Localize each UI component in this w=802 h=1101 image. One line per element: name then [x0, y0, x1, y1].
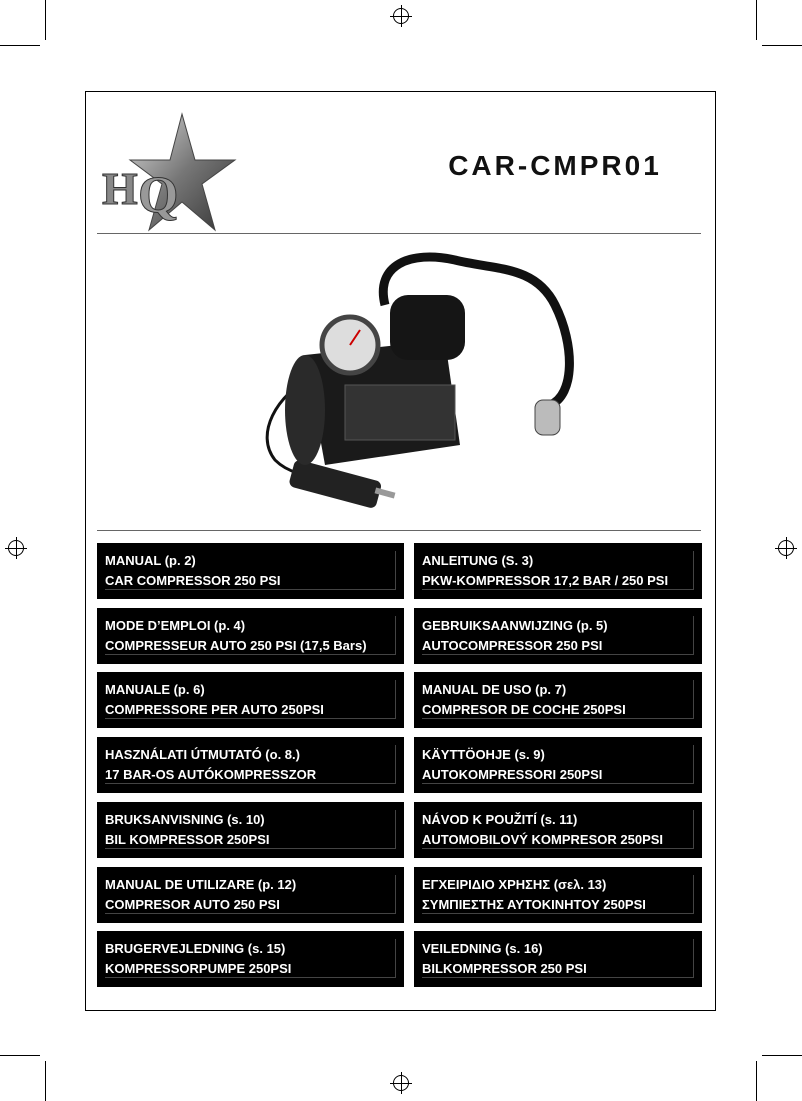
- manual-language-entry: [414, 608, 702, 664]
- crop-mark: [45, 0, 46, 40]
- entry-frame: [422, 810, 694, 849]
- manual-subtitle: COMPRESOR AUTO 250 PSI: [105, 896, 280, 912]
- entry-frame: [422, 616, 694, 655]
- manual-subtitle: PKW-KOMPRESSOR 17,2 BAR / 250 PSI: [422, 573, 669, 588]
- manual-title: ΕΓΧΕΙΡΙΔΙΟ ΧΡΗΣΗΣ (σελ. 13): [422, 876, 607, 892]
- manual-language-entry: [414, 672, 702, 728]
- registration-mark-icon: [393, 8, 409, 24]
- manual-language-entry: [97, 931, 404, 987]
- manual-title: GEBRUIKSAANWIJZING (p. 5): [422, 617, 608, 633]
- car-compressor-product-image: [245, 245, 715, 515]
- entry-frame: [105, 745, 396, 784]
- crop-mark: [762, 1055, 802, 1056]
- manual-subtitle: CAR COMPRESSOR 250 PSI: [105, 573, 281, 588]
- svg-text:Q: Q: [138, 167, 179, 224]
- manual-language-entry: [414, 543, 702, 599]
- entry-frame: [105, 680, 396, 719]
- registration-mark-icon: [778, 540, 794, 556]
- manual-title: HASZNÁLATI ÚTMUTATÓ (o. 8.): [105, 747, 300, 763]
- manual-language-entry: [97, 802, 404, 858]
- manual-subtitle: COMPRESSEUR AUTO 250 PSI (17,5 Bars): [105, 637, 367, 653]
- manual-subtitle: 17 BAR-OS AUTÓKOMPRESSZOR: [105, 767, 317, 783]
- manual-subtitle: BILKOMPRESSOR 250 PSI: [422, 961, 587, 977]
- manual-subtitle: BIL KOMPRESSOR 250PSI: [105, 831, 270, 847]
- manual-subtitle: KOMPRESSORPUMPE 250PSI: [105, 961, 292, 977]
- manual-title: MANUALE (p. 6): [105, 682, 205, 698]
- manual-language-entry: [97, 672, 404, 728]
- crop-mark: [45, 1061, 46, 1101]
- manual-language-entry: [97, 867, 404, 923]
- crop-mark: [762, 45, 802, 46]
- divider: [97, 233, 701, 234]
- divider: [97, 530, 701, 531]
- crop-mark: [0, 1055, 40, 1056]
- svg-text:H: H: [102, 163, 138, 214]
- manual-language-entry: [97, 608, 404, 664]
- manual-subtitle: AUTOCOMPRESSOR 250 PSI: [422, 637, 603, 653]
- manual-title: BRUKSANVISNING (s. 10): [105, 811, 265, 827]
- model-number-title: CAR-CMPR01: [448, 150, 662, 181]
- hq-star-logo: [100, 112, 240, 247]
- entry-frame: [422, 745, 694, 784]
- manual-language-entry: [414, 737, 702, 793]
- manual-title: MANUAL DE UTILIZARE (p. 12): [105, 876, 297, 892]
- crop-mark: [756, 0, 757, 40]
- entry-frame: [105, 875, 396, 914]
- manual-title: MANUAL DE USO (p. 7): [422, 682, 567, 698]
- manual-subtitle: AUTOMOBILOVÝ KOMPRESOR 250PSI: [422, 831, 664, 847]
- manual-language-entry: [97, 737, 404, 793]
- manual-subtitle: AUTOKOMPRESSORI 250PSI: [422, 767, 603, 783]
- manual-language-entry: [414, 931, 702, 987]
- manual-subtitle: COMPRESOR DE COCHE 250PSI: [422, 702, 626, 718]
- entry-frame: [105, 616, 396, 655]
- manual-title: MANUAL (p. 2): [105, 553, 196, 568]
- manual-title: MODE D’EMPLOI (p. 4): [105, 617, 246, 633]
- registration-mark-icon: [8, 540, 24, 556]
- entry-frame: [422, 939, 694, 978]
- manual-title: NÁVOD K POUŽITÍ (s. 11): [422, 811, 578, 827]
- entry-frame: [422, 551, 694, 590]
- manual-title: ANLEITUNG (S. 3): [422, 553, 534, 568]
- manual-subtitle: COMPRESSORE PER AUTO 250PSI: [105, 702, 324, 718]
- entry-frame: [422, 875, 694, 914]
- manual-subtitle: ΣΥΜΠΙΕΣΤΗΣ ΑΥΤΟΚΙΝΗΤΟΥ 250PSI: [422, 896, 646, 912]
- registration-mark-icon: [393, 1075, 409, 1091]
- entry-frame: [105, 939, 396, 978]
- entry-frame: [422, 680, 694, 719]
- manual-title: BRUGERVEJLEDNING (s. 15): [105, 941, 286, 957]
- manual-language-entry: [97, 543, 404, 599]
- manual-language-entry: [414, 802, 702, 858]
- manual-language-entry: [414, 867, 702, 923]
- manual-title: KÄYTTÖOHJE (s. 9): [422, 747, 545, 763]
- entry-frame: [105, 810, 396, 849]
- manual-title: VEILEDNING (s. 16): [422, 941, 543, 957]
- crop-mark: [0, 45, 40, 46]
- crop-mark: [756, 1061, 757, 1101]
- entry-frame: [105, 551, 396, 590]
